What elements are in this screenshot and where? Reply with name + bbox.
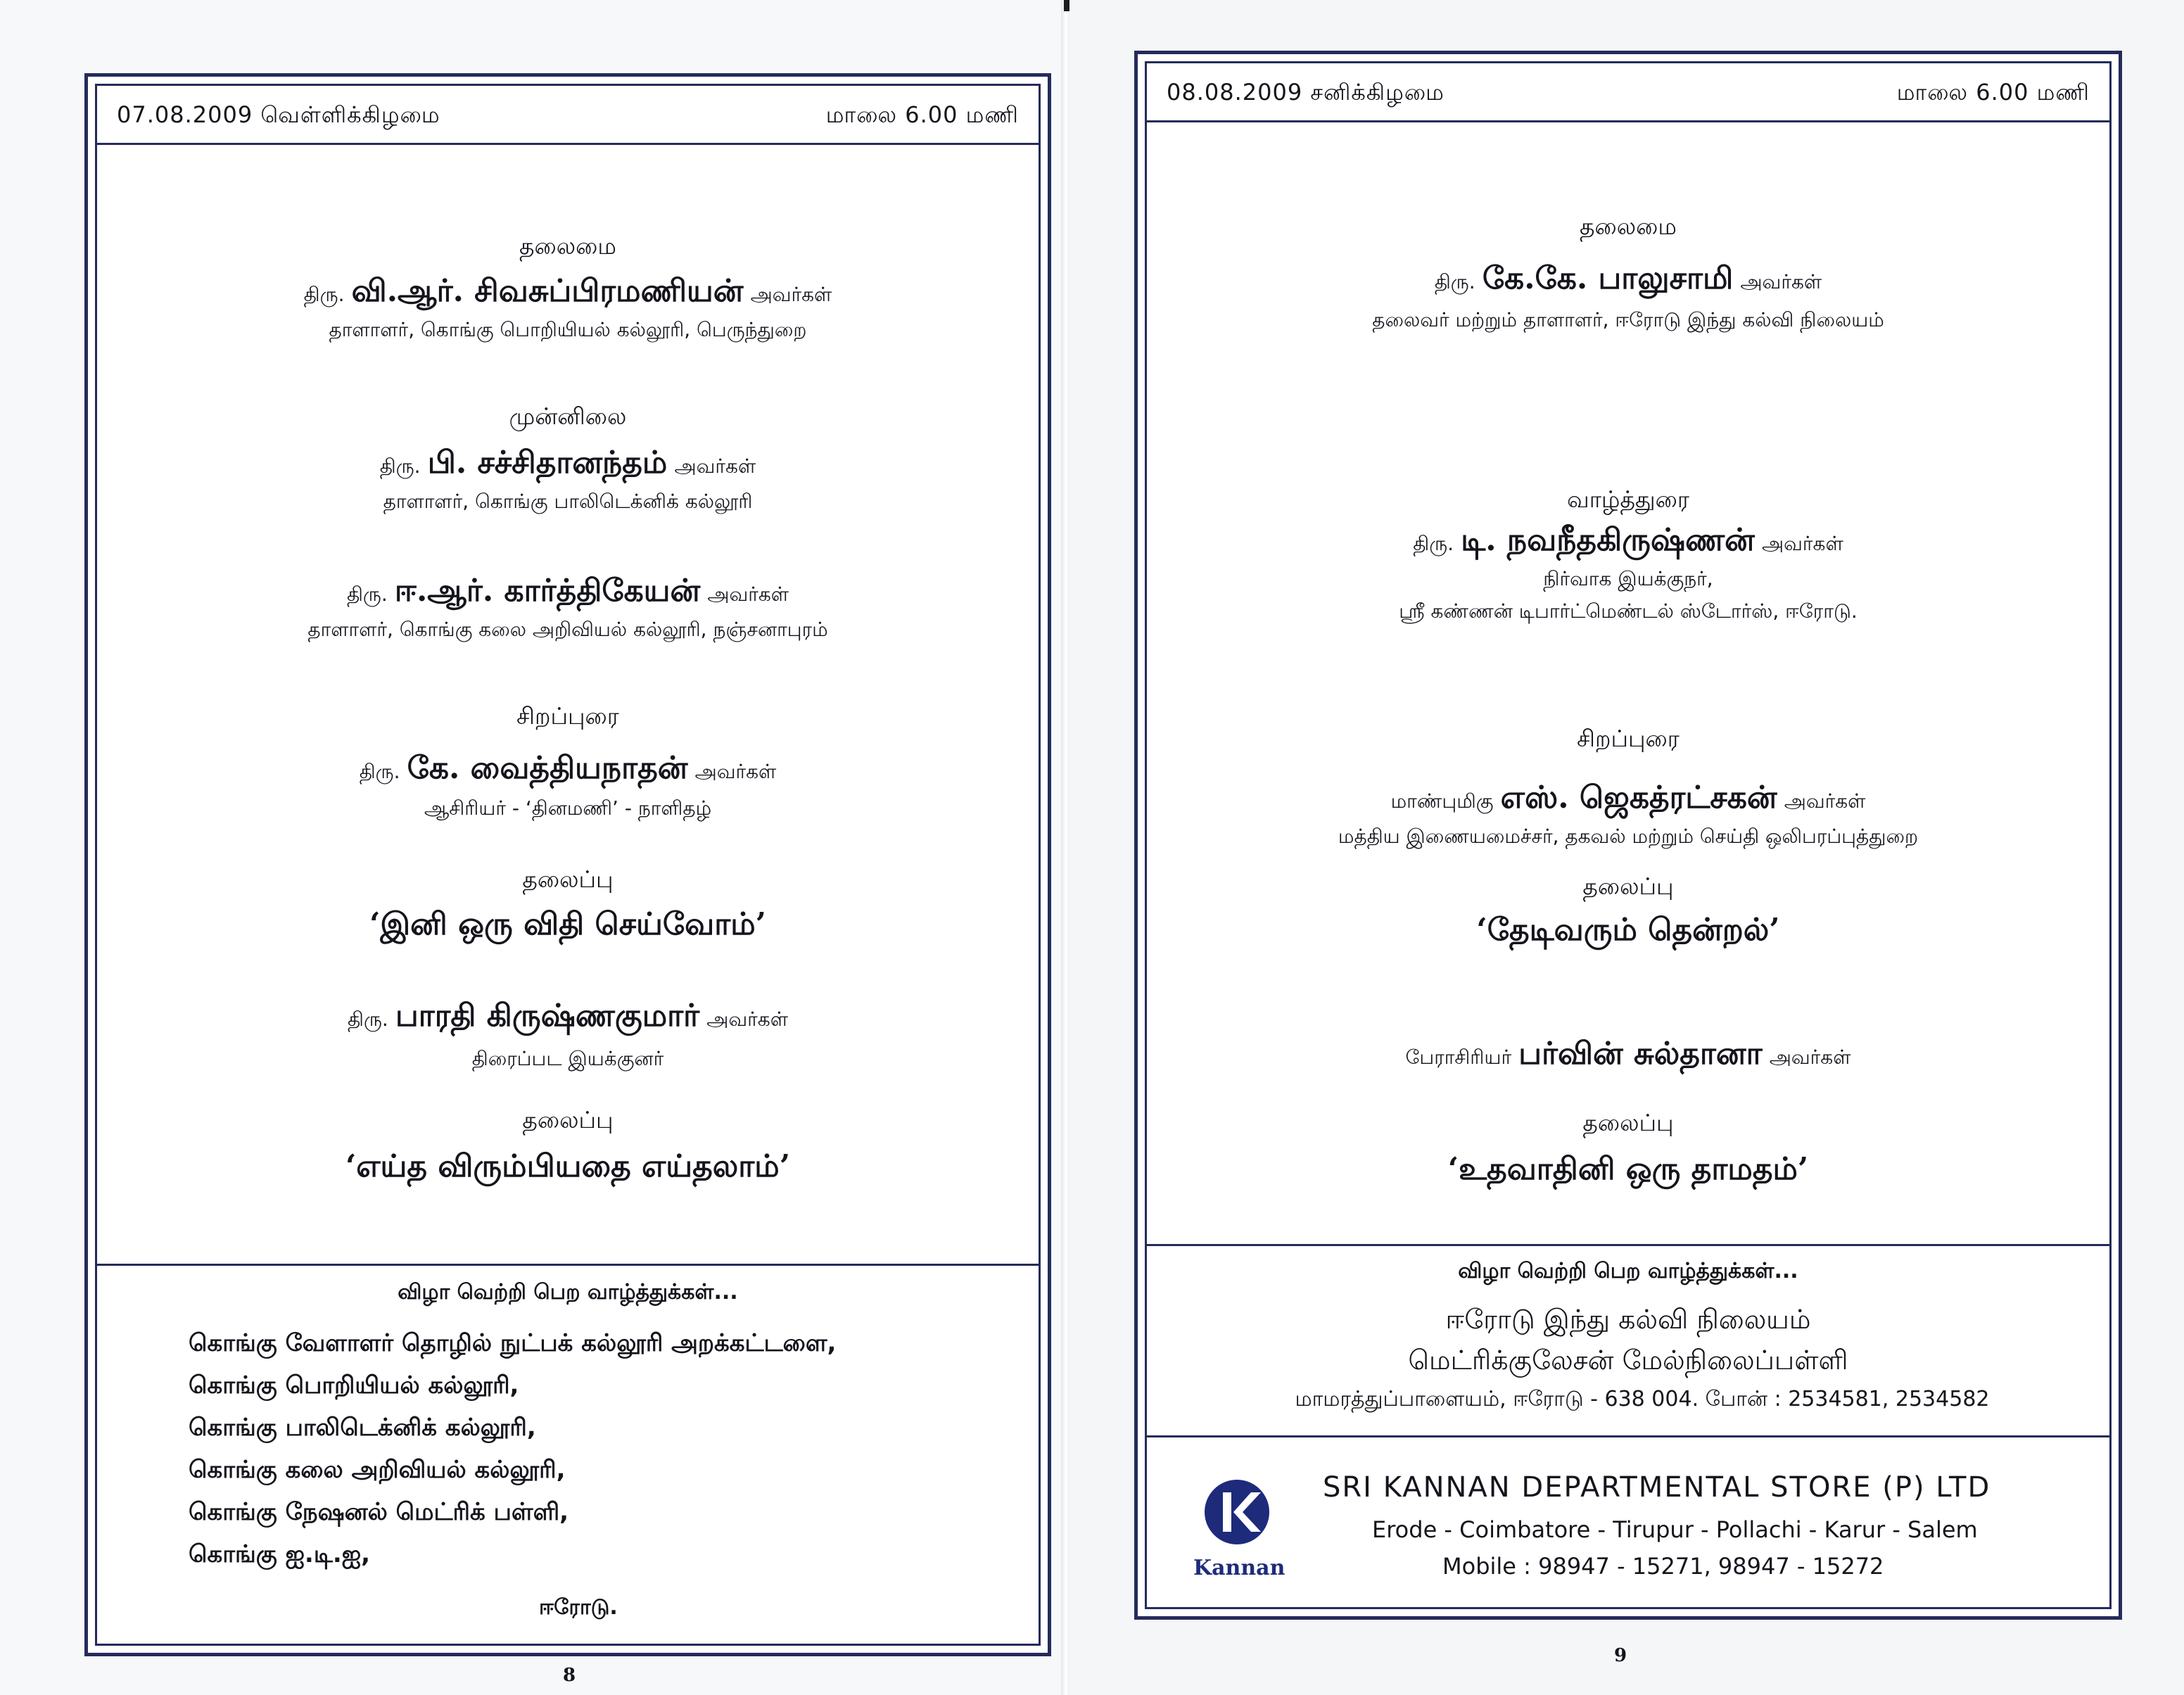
right-date: 08.08.2009 சனிக்கிழமை — [1167, 79, 1445, 106]
special-2-topic-heading: தலைப்பு — [522, 1106, 614, 1134]
greeting-suffix: அவர்கள் — [1762, 532, 1843, 555]
greeting-name: டி. நவநீதகிருஷ்ணன் — [1461, 522, 1755, 558]
special-2-title: திரு. — [348, 1008, 388, 1031]
right-chair-name-line — [1147, 260, 2109, 300]
gutter-mark — [1064, 0, 1069, 11]
footer-line-4: கொங்கு கலை அறிவியல் கல்லூரி, — [189, 1456, 566, 1484]
sponsor-name: SRI KANNAN DEPARTMENTAL STORE (P) LTD — [1323, 1471, 1991, 1504]
right-special-2-suffix: அவர்கள் — [1769, 1046, 1851, 1069]
footer-place: ஈரோடு. — [539, 1595, 618, 1620]
left-wish: விழா வெற்றி பெற வாழ்த்துக்கள்... — [398, 1280, 738, 1304]
right-special-2-title: பேராசிரியர் — [1405, 1046, 1512, 1069]
right-special-heading: சிறப்புரை — [1577, 725, 1680, 752]
greeting-desc-1: நிர்வாக இயக்குநர், — [1543, 567, 1713, 590]
right-page-number: 9 — [1614, 1645, 1627, 1666]
greeting-desc-2: ஸ்ரீ கண்ணன் டிபார்ட்மெண்டல் ஸ்டோர்ஸ், ஈரோடு. — [1399, 599, 1858, 623]
presence-1-name-line — [97, 445, 1039, 485]
special-2-name: பாரதி கிருஷ்ணகுமார் — [395, 998, 700, 1034]
right-footer — [1147, 1244, 2109, 1435]
left-page — [0, 0, 1062, 1695]
right-chair-desc: தலைவர் மற்றும் தாளாளர், ஈரோடு இந்து கல்வி நிலையம் — [1372, 308, 1884, 331]
right-special-2-topic-heading: தலைப்பு — [1582, 1109, 1674, 1136]
left-date: 07.08.2009 வெள்ளிக்கிழமை — [117, 101, 440, 128]
school-address: மாமரத்துப்பாளையம், ஈரோடு - 638 004. போன் : 2534581, 2534582 — [1295, 1387, 1990, 1411]
presence-2-title: திரு. — [346, 583, 388, 606]
special-1-desc: ஆசிரியர் - ‘தினமணி’ - நாளிதழ் — [424, 796, 712, 820]
special-2-topic: ‘எய்த விரும்பியதை எய்தலாம்’ — [345, 1148, 791, 1184]
right-special-2-topic: ‘உதவாதினி ஒரு தாமதம்’ — [1447, 1151, 1809, 1187]
presence-2-name: ஈ.ஆர். கார்த்திகேயன் — [394, 573, 701, 609]
right-chair-name: கே.கே. பாலுசாமி — [1482, 260, 1734, 296]
chair-title: திரு. — [303, 283, 345, 306]
right-special-1-suffix: அவர்கள் — [1784, 789, 1866, 813]
right-chair-title: திரு. — [1434, 270, 1475, 293]
sponsor-block — [1147, 1435, 2109, 1607]
special-2-name-line — [97, 998, 1039, 1038]
presence-heading: முன்னிலை — [509, 402, 627, 430]
school-line-1: ஈரோடு இந்து கல்வி நிலையம் — [1445, 1304, 1811, 1335]
left-time: மாலை 6.00 மணி — [825, 101, 1019, 128]
special-1-title: திரு. — [359, 760, 400, 783]
right-special-1-title: மாண்புமிகு — [1390, 789, 1494, 813]
right-page — [1069, 0, 2184, 1695]
special-2-suffix: அவர்கள் — [706, 1008, 788, 1031]
footer-line-2: கொங்கு பொறியியல் கல்லூரி, — [189, 1371, 519, 1399]
presence-2-name-line — [97, 573, 1039, 613]
right-chair-heading: தலைமை — [1580, 212, 1677, 240]
right-special-2-name: பர்வின் சுல்தானா — [1518, 1036, 1763, 1072]
right-special-1-desc: மத்திய இணையமைச்சர், தகவல் மற்றும் செய்தி ஒலிபரப்புத்துறை — [1338, 825, 1919, 848]
right-special-2-name-line — [1147, 1036, 2109, 1076]
special-1-topic-heading: தலைப்பு — [522, 865, 614, 893]
special-2-desc: திரைப்பட இயக்குனர் — [471, 1047, 664, 1070]
presence-2-desc: தாளாளர், கொங்கு கலை அறிவியல் கல்லூரி, நஞ்சனாபுரம் — [307, 618, 828, 641]
right-special-1-name: எஸ். ஜெகத்ரட்சகன் — [1500, 780, 1777, 815]
left-header — [97, 86, 1039, 145]
footer-line-5: கொங்கு நேஷனல் மெட்ரிக் பள்ளி, — [189, 1498, 569, 1526]
presence-1-title: திரு. — [379, 455, 421, 478]
right-special-1-topic-heading: தலைப்பு — [1582, 872, 1674, 900]
greeting-name-line — [1147, 522, 2109, 562]
right-header — [1147, 63, 2109, 122]
left-page-number: 8 — [563, 1665, 576, 1686]
presence-1-name: பி. சச்சிதானந்தம் — [427, 445, 668, 481]
right-wish: விழா வெற்றி பெற வாழ்த்துக்கள்... — [1458, 1259, 1798, 1283]
school-line-2: மெட்ரிக்குலேசன் மேல்நிலைப்பள்ளி — [1408, 1345, 1848, 1376]
special-1-name-line — [97, 750, 1039, 790]
kannan-logo-text: Kannan — [1193, 1556, 1285, 1580]
sponsor-branches: Erode - Coimbatore - Tirupur - Pollachi - Karur - Salem — [1372, 1516, 1978, 1543]
right-special-1-topic: ‘தேடிவரும் தென்றல்’ — [1476, 912, 1780, 948]
right-special-1-name-line — [1147, 780, 2109, 820]
footer-line-3: கொங்கு பாலிடெக்னிக் கல்லூரி, — [189, 1414, 536, 1442]
special-1-suffix: அவர்கள் — [694, 760, 777, 783]
left-frame — [84, 73, 1051, 1656]
chair-desc: தாளாளர், கொங்கு பொறியியல் கல்லூரி, பெருந்துறை — [329, 318, 807, 341]
right-chair-suffix: அவர்கள் — [1740, 270, 1822, 293]
chair-name-line — [97, 273, 1039, 313]
presence-1-desc: தாளாளர், கொங்கு பாலிடெக்னிக் கல்லூரி — [383, 490, 753, 513]
footer-line-6: கொங்கு ஐ.டி.ஐ, — [189, 1540, 371, 1568]
presence-1-suffix: அவர்கள் — [674, 455, 756, 478]
left-footer — [97, 1264, 1039, 1644]
right-time: மாலை 6.00 மணி — [1896, 79, 2090, 106]
special-heading: சிறப்புரை — [516, 702, 619, 730]
kannan-logo — [1193, 1480, 1285, 1581]
greeting-heading: வாழ்த்துரை — [1567, 485, 1689, 513]
chair-name: வி.ஆர். சிவசுப்பிரமணியன் — [351, 273, 744, 309]
presence-2-suffix: அவர்கள் — [707, 583, 789, 606]
chair-heading: தலைமை — [519, 232, 616, 260]
special-1-name: கே. வைத்தியநாதன் — [407, 750, 688, 786]
right-frame — [1134, 51, 2122, 1620]
chair-suffix: அவர்கள் — [750, 283, 832, 306]
greeting-title: திரு. — [1413, 532, 1454, 555]
footer-line-1: கொங்கு வேளாளர் தொழில் நுட்பக் கல்லூரி அறக்கட்டளை, — [189, 1329, 837, 1357]
right-inner-frame — [1145, 61, 2112, 1609]
left-inner-frame — [95, 84, 1041, 1646]
sponsor-mobile: Mobile : 98947 - 15271, 98947 - 15272 — [1442, 1553, 1884, 1580]
special-1-topic: ‘இனி ஒரு விதி செய்வோம்’ — [369, 906, 766, 942]
